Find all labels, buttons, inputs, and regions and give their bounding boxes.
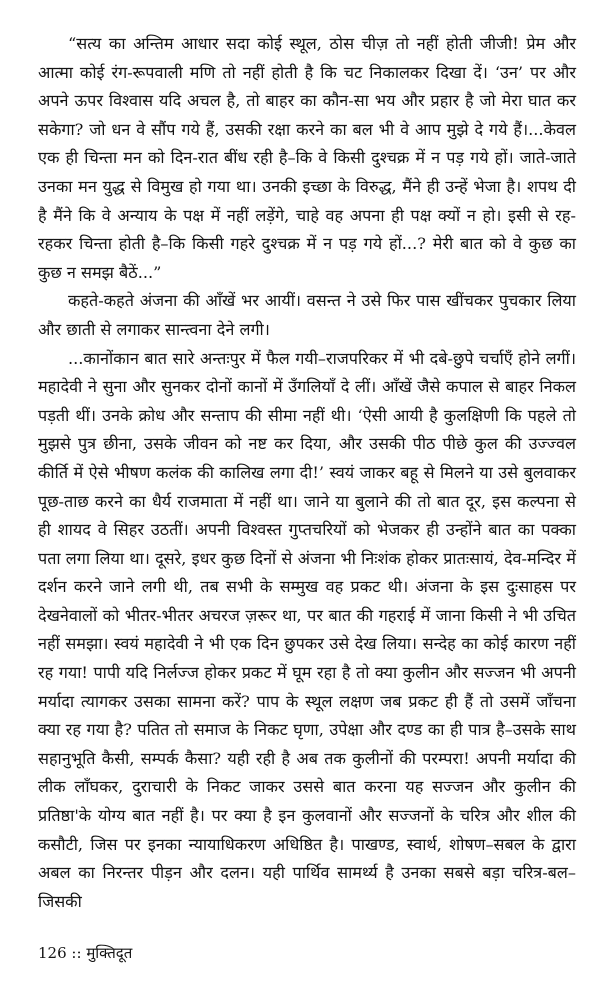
paragraph-rumour-spreads: ...कानोंकान बात सारे अन्तःपुर में फैल गयी–राजपरिकर में भी दबे-छुपे चर्चाएँ होने लगीं। महादेवी ने सुना और सुनकर दोनों कानों में उँगलियाँ दे लीं। आँखें जैसे कपाल से बाहर निकल पड़ती थीं। उनके क्रोध और सन्ताप की सीमा नहीं थी। ‘ऐसी आयी है कुलक्षिणी कि पहले तो मुझसे पुत्र छीना, उसके जीवन को नष्ट कर दिया, और उसकी पीठ पीछे कुल की उज्ज्वल कीर्ति में ऐसे भीषण कलंक की कालिख लगा दी!’ स्वयं जाकर बहू से मिलने या उसे बुलवाकर पूछ-ताछ करने का धैर्य राजमाता में नहीं था। जाने या बुलाने की तो बात दूर, इस कल्पना से ही शायद वे सिहर उठतीं। अपनी विश्वस्त गुप्तचरियों को भेजकर ही उन्होंने बात का पक्का पता लगा लिया था। दूसरे, इधर कुछ दिनों से अंजना भी निःशंक होकर प्रातःसायं, देव-मन्दिर में दर्शन करने जाने लगी थी, तब सभी के सम्मुख वह प्रकट थी। अंजना के इस दुःसाहस पर देखनेवालों को भीतर-भीतर अचरज ज़रूर था, पर बात की गहराई में जाना किसी ने भी उचित नहीं समझा। स्वयं महादेवी ने भी एक दिन छुपकर उसे देख लिया। सन्देह का कोई कारण नहीं रह गया! पापी यदि निर्लज्ज होकर प्रकट में घूम रहा है तो क्या कुलीन और सज्जन भी अपनी मर्यादा त्यागकर उसका सामना करें? पाप के स्थूल लक्षण जब प्रकट ही हैं तो उसमें जाँचना क्या रह गया है? पतित तो समाज के निकट घृणा, उपेक्षा और दण्ड का ही पात्र है–उसके साथ सहानुभूति कैसी, सम्पर्क कैसा? यही रही है अब तक कुलीनों की परम्परा! अपनी मर्यादा की लीक लाँघकर, दुराचारी के निकट जाकर उससे बात करना यह सज्जन और कुलीन की प्रतिष्ठा'के योग्य बात नहीं है। पर क्या है इन कुलवानों और सज्जनों के चरित्र और शील की कसौटी, जिस पर इनका न्यायाधिकरण अधिष्ठित है। पाखण्ड, स्वार्थ, शोषण–सबल के द्वारा अबल का निरन्तर पीड़न और दलन। यही पार्थिव सामर्थ्य है उनका सबसे बड़ा चरित्र-बल–जिसकी — [38, 348, 576, 911]
book-title: मुक्तिदूत — [86, 944, 133, 962]
page-number: 126 — [38, 944, 67, 962]
paragraph-dialogue: “सत्य का अन्तिम आधार सदा कोई स्थूल, ठोस चीज़ तो नहीं होती जीजी! प्रेम और आत्मा कोई रंग-रूपवाली मणि तो नहीं होती है कि चट निकालकर दिखा दें। ‘उन’ पर और अपने ऊपर विश्वास यदि अचल है, तो बाहर का कौन-सा भय और प्रहार है जो मेरा घात कर सकेगा? जो धन वे सौंप गये हैं, उसकी रक्षा करने का बल भी वे आप मुझे दे गये हैं।...केवल एक ही चिन्ता मन को दिन-रात बींध रही है–कि वे किसी दुश्चक्र में न पड़ गये हों। जाते-जाते उनका मन युद्ध से विमुख हो गया था। उनकी इच्छा के विरुद्ध, मैंने ही उन्हें भेजा है। शपथ दी है मैंने कि वे अन्याय के पक्ष में नहीं लड़ेंगे, चाहे वह अपना ही पक्ष क्यों न हो। इसी से रह-रहकर चिन्ता होती है–कि किसी गहरे दुश्चक्र में न पड़ गये हों...? मेरी बात को वे कुछ का कुछ न समझ बैठें...” — [38, 34, 576, 282]
footer-separator: :: — [71, 944, 82, 962]
page-body — [38, 30, 576, 916]
paragraph-anjana-tears: कहते-कहते अंजना की आँखें भर आयीं। वसन्त ने उसे फिर पास खींचकर पुचकार लिया और छाती से लगाकर सान्त्वना देने लगी। — [38, 291, 576, 339]
page-footer — [38, 943, 132, 963]
